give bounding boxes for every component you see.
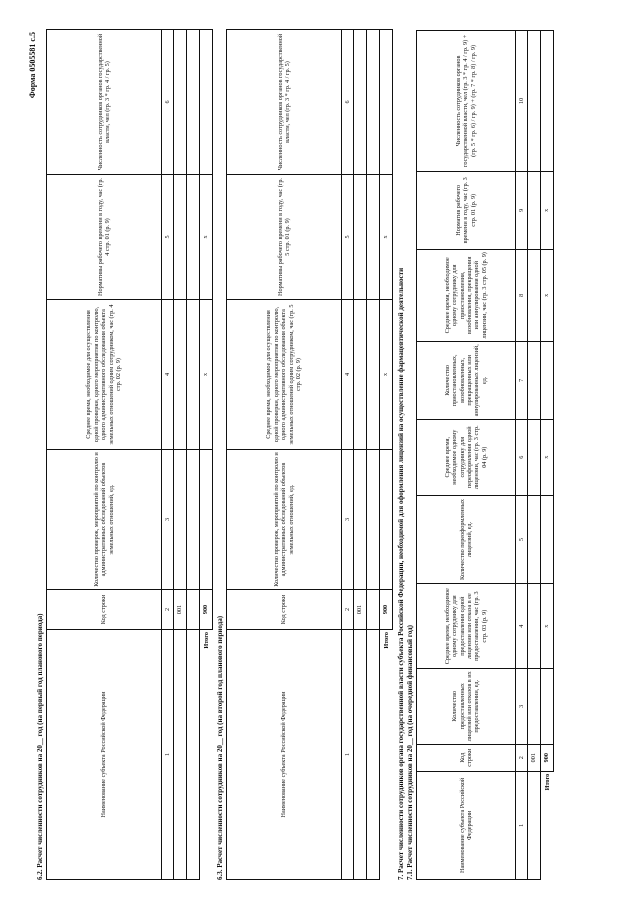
section-7-1-heading: 7.1. Расчет численности сотрудников на 20__ год (на очередной финансовый год) <box>406 624 414 880</box>
col-header-licenses-issued: Количество предоставленных лицензий или отказов в их предоставлении, ед. <box>417 668 516 744</box>
value-cell[interactable] <box>187 30 200 175</box>
value-cell[interactable] <box>174 450 187 590</box>
total-value-cell[interactable] <box>200 450 213 590</box>
value-cell[interactable] <box>174 175 187 300</box>
total-mark: x <box>380 300 393 450</box>
total-value-cell[interactable] <box>380 450 393 590</box>
value-cell[interactable] <box>187 300 200 450</box>
value-cell[interactable] <box>367 175 380 300</box>
value-cell[interactable] <box>367 30 380 175</box>
col-header-staff: Численность сотрудников органов государственной власти, чел (гр. 3 * гр. 4 / гр. 5) <box>47 30 162 175</box>
value-cell[interactable] <box>367 450 380 590</box>
total-value-cell[interactable] <box>200 30 213 175</box>
total-code: 900 <box>380 590 393 630</box>
col-number: 1 <box>342 630 354 880</box>
value-cell[interactable] <box>354 300 367 450</box>
col-number: 3 <box>516 668 528 744</box>
value-cell[interactable] <box>174 300 187 450</box>
value-cell[interactable] <box>354 175 367 300</box>
col-number: 6 <box>162 30 174 175</box>
col-header-work-time: Нормативы рабочего времени в году, час (гр. 4 стр. 01 (р. 9) <box>47 175 162 300</box>
total-label: Итого <box>541 771 554 879</box>
section-7-1-table <box>416 30 554 880</box>
total-label: Итого <box>200 630 213 880</box>
col-header-work-time: Норматив рабочего времени в году, час (гр. 3 стр. 01 (р. 9) <box>417 171 516 249</box>
value-cell[interactable] <box>528 419 541 495</box>
subject-cell[interactable] <box>174 630 187 880</box>
col-header-inspections: Количество проверок, мероприятий по контролю и административных обследований объектов земельных отношений, ед. <box>227 450 342 590</box>
section-6-2-table <box>46 29 213 880</box>
form-code: Форма 0505581 с.5 <box>28 32 37 99</box>
col-header-work-time: Нормативы рабочего времени в году, час (гр. 5 стр. 01 (р. 9) <box>227 175 342 300</box>
section-6-2-heading: 6.2. Расчет численности сотрудников на 20__ год (на первый год планового периода) <box>36 613 44 880</box>
value-cell[interactable] <box>528 495 541 584</box>
col-header-staff: Численность сотрудников органов государственной власти, чел (гр. 3 * гр. 4 / гр. 9) + (гр. 5 * гр. 6) / гр. 9) + (гр. 7 * гр. 8) / гр. 9) <box>417 31 516 172</box>
total-code: 900 <box>200 590 213 630</box>
total-mark: x <box>380 175 393 300</box>
rotated-form <box>30 28 610 880</box>
subject-cell[interactable] <box>187 630 200 880</box>
value-cell[interactable] <box>528 31 541 172</box>
row-code: 001 <box>354 590 367 630</box>
total-mark: x <box>541 249 554 341</box>
value-cell[interactable] <box>187 175 200 300</box>
section-6-3-heading: 6.3. Расчет численности сотрудников на 20__ год (на второй год планового периода) <box>216 615 224 880</box>
col-header-time-reissue: Среднее время, необходимое одному сотруднику для переоформления одной лицензии, час (гр. 3 стр. 04 (р. 9) <box>417 419 516 495</box>
table-row <box>354 30 367 880</box>
total-row <box>200 30 213 880</box>
total-mark: x <box>541 584 554 668</box>
value-cell[interactable] <box>528 171 541 249</box>
col-number: 1 <box>516 771 528 879</box>
total-value-cell[interactable] <box>380 30 393 175</box>
total-value-cell[interactable] <box>541 31 554 172</box>
col-number: 2 <box>516 744 528 771</box>
col-number: 2 <box>342 590 354 630</box>
value-cell[interactable] <box>528 668 541 744</box>
row-code-empty <box>367 590 380 630</box>
subject-cell[interactable] <box>367 630 380 880</box>
col-header-staff: Численность сотрудников органов государственной власти, чел (гр. 3 * гр. 4 / гр. 5) <box>227 30 342 175</box>
col-header-avg-time: Среднее время, необходимое для осуществления одной проверки, одного мероприятия по контролю, одного административного обследования объекта земельных отношений одним сотрудником, час (гр. 5 стр. 02 (р. 9) <box>227 300 342 450</box>
table-row <box>528 31 541 880</box>
total-mark: x <box>200 300 213 450</box>
value-cell[interactable] <box>367 300 380 450</box>
subject-cell[interactable] <box>528 771 541 879</box>
col-header-licenses-reissued: Количество переоформленных лицензий, ед. <box>417 495 516 584</box>
total-label: Итого <box>380 630 393 880</box>
total-code: 900 <box>541 744 554 771</box>
col-header-subject: Наименование субъекта Российской Федерации <box>227 630 342 880</box>
total-row <box>380 30 393 880</box>
col-number: 5 <box>162 175 174 300</box>
value-cell[interactable] <box>187 450 200 590</box>
col-number: 4 <box>342 300 354 450</box>
section-7-heading: 7. Расчет численности сотрудников органа государственной власти субъекта Российской Федерации, необходимой для оформления лицензий на осуществление фармацевтической деятельности <box>397 267 405 880</box>
total-value-cell[interactable] <box>541 668 554 744</box>
total-row <box>541 31 554 880</box>
value-cell[interactable] <box>528 341 541 419</box>
col-number: 5 <box>342 175 354 300</box>
value-cell[interactable] <box>354 450 367 590</box>
col-number: 6 <box>516 419 528 495</box>
col-number: 8 <box>516 249 528 341</box>
col-number: 5 <box>516 495 528 584</box>
value-cell[interactable] <box>528 249 541 341</box>
value-cell[interactable] <box>174 30 187 175</box>
total-mark: x <box>200 175 213 300</box>
subject-cell[interactable] <box>354 630 367 880</box>
total-value-cell[interactable] <box>541 495 554 584</box>
col-number: 4 <box>516 584 528 668</box>
col-number: 10 <box>516 31 528 172</box>
col-number: 3 <box>162 450 174 590</box>
row-code-empty <box>187 590 200 630</box>
col-header-licenses-suspended: Количество приостановленных, возобновленных, прекращенных или аннулированных лицензий, ед. <box>417 341 516 419</box>
col-header-time-issue: Среднее время, необходимое одному сотруднику для предоставления одной лицензии или отказа в ее предоставлении, час (гр. 3 стр. 03 (р. 9) <box>417 584 516 668</box>
total-mark: x <box>541 171 554 249</box>
value-cell[interactable] <box>354 30 367 175</box>
row-code: 001 <box>528 744 541 771</box>
row-code: 001 <box>174 590 187 630</box>
total-value-cell[interactable] <box>541 341 554 419</box>
table-row <box>187 30 200 880</box>
col-number: 3 <box>342 450 354 590</box>
col-header-time-suspend: Среднее время, необходимое одному сотруднику для приостановления, возобновления, прекращения или аннулирования одной лицензии, час (гр. 3 стр. 05 (р. 9) <box>417 249 516 341</box>
col-header-inspections: Количество проверок, мероприятий по контролю и административных обследований объектов земельных отношений, ед. <box>47 450 162 590</box>
table-row <box>367 30 380 880</box>
table-row <box>174 30 187 880</box>
section-6-3-table <box>226 29 393 880</box>
col-number: 1 <box>162 630 174 880</box>
col-number: 6 <box>342 30 354 175</box>
total-mark: x <box>541 419 554 495</box>
col-header-code: Код строки <box>417 744 516 771</box>
col-header-avg-time: Среднее время, необходимое для осуществления одной проверки, одного мероприятия по контролю, одного административного обследования объекта земельных отношений одним сотрудником, час (гр. 4 стр. 02 (р. 9) <box>47 300 162 450</box>
col-number: 9 <box>516 171 528 249</box>
col-header-subject: Наименование субъекта Российской Федерации <box>417 771 516 879</box>
col-number: 4 <box>162 300 174 450</box>
col-header-code: Код строки <box>47 590 162 630</box>
col-number: 7 <box>516 341 528 419</box>
value-cell[interactable] <box>528 584 541 668</box>
col-header-subject: Наименование субъекта Российской Федерации <box>47 630 162 880</box>
col-header-code: Код строки <box>227 590 342 630</box>
col-number: 2 <box>162 590 174 630</box>
